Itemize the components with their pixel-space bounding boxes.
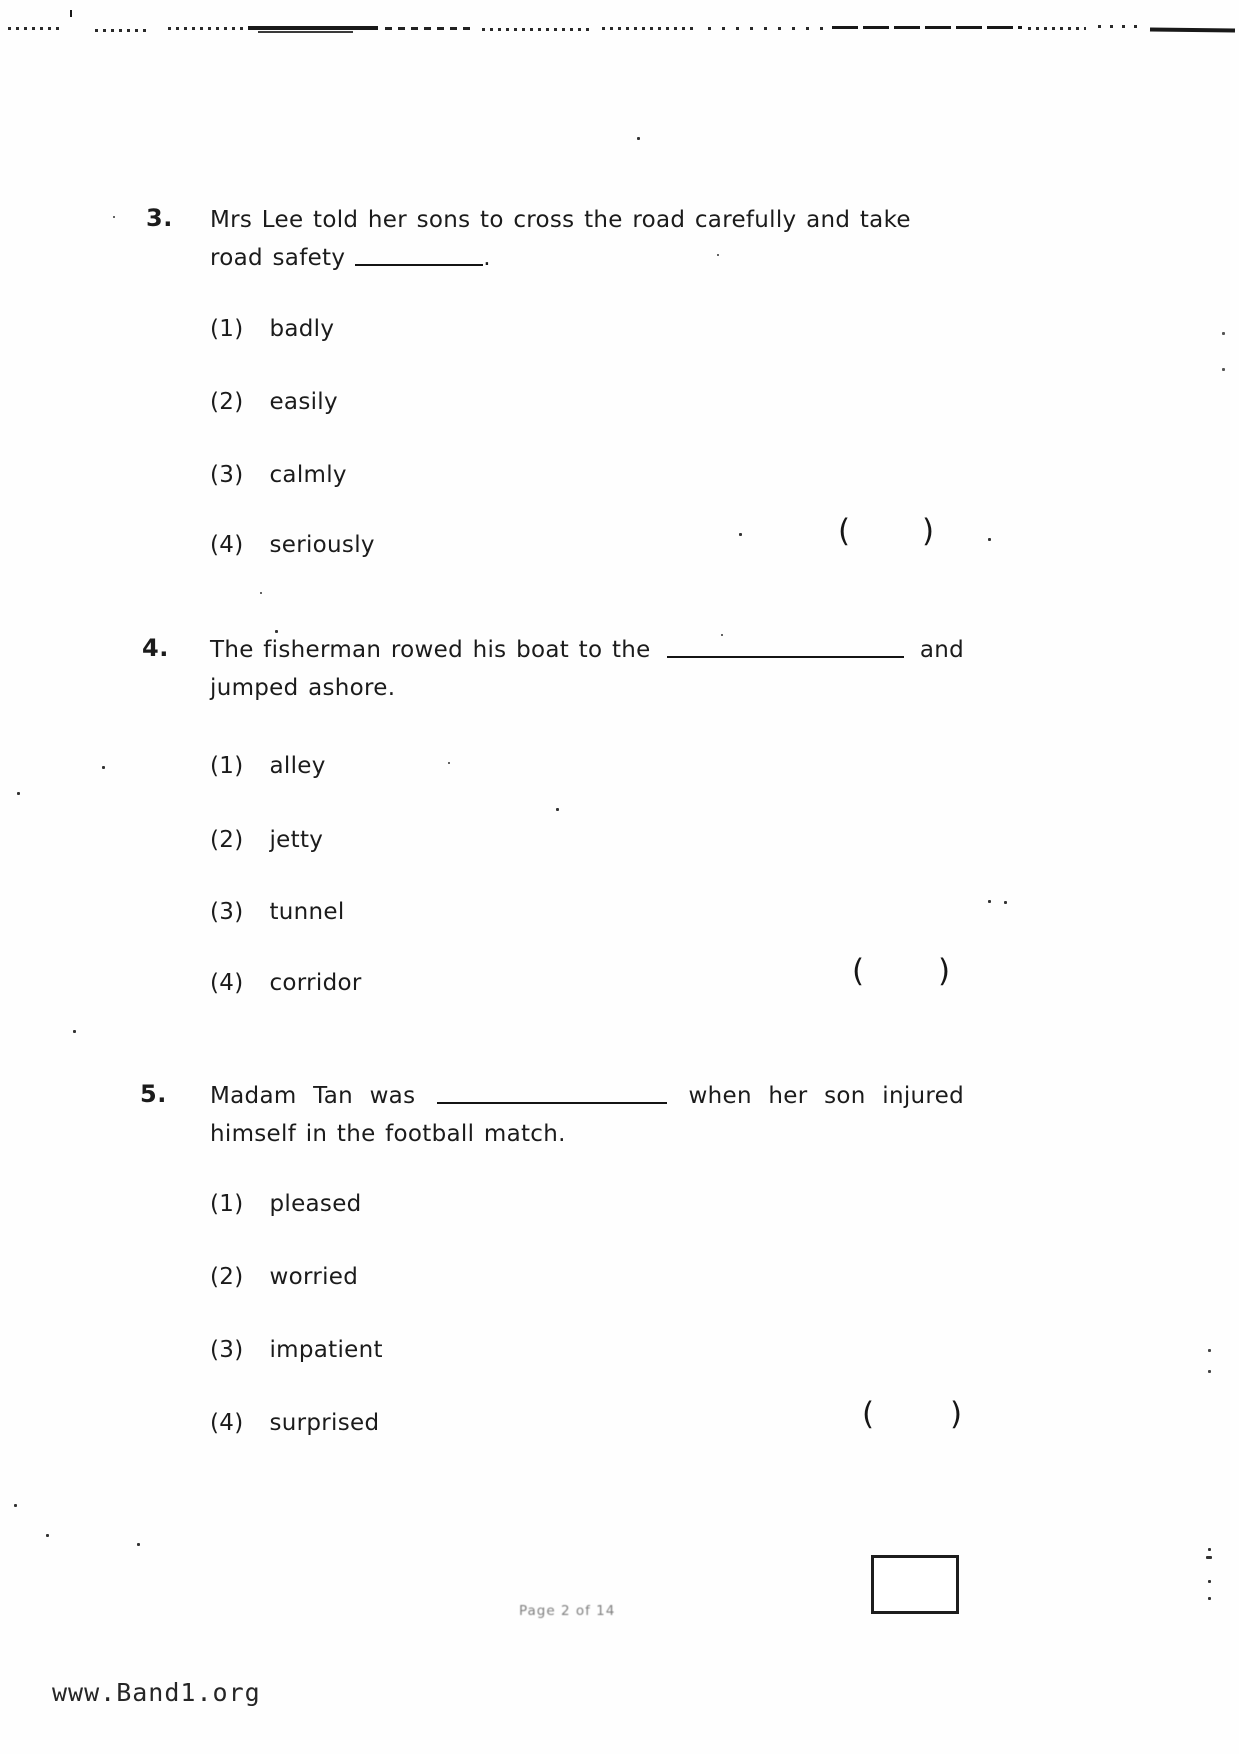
stem-text-before-blank: Madam Tan was <box>210 1083 416 1109</box>
question-stem <box>210 631 964 707</box>
option-number: (1) <box>210 1191 244 1217</box>
scan-speck <box>17 792 20 795</box>
scan-speck <box>1222 332 1225 335</box>
option-number: (2) <box>210 389 244 415</box>
scan-artifact <box>1098 25 1143 28</box>
question-number: 3. <box>146 204 173 232</box>
option-number: (3) <box>210 462 244 488</box>
option-label: seriously <box>269 532 375 558</box>
option-row <box>210 316 334 342</box>
option-number: (1) <box>210 753 244 779</box>
page-number: Page 2 of 14 <box>519 1603 616 1619</box>
scan-speck <box>556 808 559 811</box>
option-row <box>210 970 362 996</box>
scan-artifact <box>482 28 592 31</box>
scan-speck <box>1208 1370 1211 1373</box>
option-label: tunnel <box>269 899 345 925</box>
option-row <box>210 1337 383 1363</box>
scan-speck <box>739 533 742 536</box>
stem-line-2 <box>210 239 964 277</box>
option-row <box>210 753 326 779</box>
option-row <box>210 899 345 925</box>
question-number: 4. <box>142 634 169 662</box>
stem-text-before-blank: The fisherman rowed his boat to the <box>210 637 651 663</box>
scan-artifact <box>70 10 72 17</box>
score-box <box>871 1555 959 1614</box>
option-label: corridor <box>269 970 362 996</box>
answer-paren-open: ( <box>838 513 851 549</box>
scan-speck <box>260 592 262 594</box>
scan-artifact <box>708 27 823 30</box>
option-row <box>210 1264 358 1290</box>
scan-speck <box>102 766 105 769</box>
scan-speck <box>1208 1580 1211 1583</box>
scan-artifact <box>385 27 470 30</box>
stem-text-after-blank: . <box>483 245 491 271</box>
answer-paren-close: ) <box>938 953 951 989</box>
stem-text-after-blank: and <box>919 637 964 663</box>
option-label: surprised <box>269 1410 380 1436</box>
option-number: (3) <box>210 899 244 925</box>
scan-artifact <box>248 26 378 30</box>
scan-speck <box>721 634 723 636</box>
scan-artifact <box>1028 27 1086 30</box>
option-label: easily <box>269 389 338 415</box>
scan-speck <box>275 630 278 633</box>
stem-line-1 <box>210 631 964 669</box>
option-label: worried <box>269 1264 359 1290</box>
question-number: 5. <box>140 1080 167 1108</box>
option-number: (2) <box>210 1264 244 1290</box>
option-label: calmly <box>269 462 347 488</box>
option-label: pleased <box>269 1191 362 1217</box>
scan-speck <box>137 1543 140 1546</box>
stem-line-1: Mrs Lee told her sons to cross the road carefully and take <box>210 207 911 233</box>
scan-artifact <box>8 27 63 30</box>
option-row <box>210 532 375 558</box>
option-row <box>210 462 347 488</box>
scan-speck <box>1208 1548 1211 1551</box>
stem-text-before-blank: road safety <box>210 245 346 271</box>
scan-speck <box>1222 368 1225 371</box>
question-stem <box>210 1077 964 1153</box>
option-row <box>210 389 338 415</box>
stem-line-1 <box>210 1077 964 1115</box>
scan-artifact <box>1150 28 1235 33</box>
option-row <box>210 1191 362 1217</box>
scan-speck <box>637 137 640 140</box>
option-number: (2) <box>210 827 244 853</box>
scan-speck <box>113 216 115 218</box>
stem-text-after-blank: when her son injured <box>688 1083 964 1109</box>
scan-speck <box>14 1504 17 1507</box>
question-stem <box>210 201 964 277</box>
option-label: alley <box>269 753 326 779</box>
scan-speck <box>46 1534 49 1537</box>
scan-speck <box>1206 1556 1212 1559</box>
option-number: (4) <box>210 532 244 558</box>
blank-underline <box>355 258 483 266</box>
option-label: jetty <box>269 827 324 853</box>
option-label: badly <box>269 316 335 342</box>
answer-paren-open: ( <box>852 953 865 989</box>
scan-speck <box>717 254 719 256</box>
answer-paren-close: ) <box>950 1396 963 1432</box>
scan-speck <box>1208 1349 1211 1352</box>
option-number: (4) <box>210 1410 244 1436</box>
watermark: www.Band1.org <box>52 1678 261 1707</box>
blank-underline <box>437 1096 666 1104</box>
scan-speck <box>1004 901 1007 904</box>
scan-speck <box>448 762 450 764</box>
scan-speck <box>73 1030 76 1033</box>
scan-speck <box>988 900 991 903</box>
scan-artifact <box>602 27 697 30</box>
option-row <box>210 1410 379 1436</box>
scan-speck <box>1208 1597 1211 1600</box>
scan-artifact <box>168 27 243 30</box>
stem-line-2: jumped ashore. <box>210 675 396 701</box>
answer-paren-close: ) <box>922 513 935 549</box>
stem-line-2: himself in the football match. <box>210 1121 566 1147</box>
option-row <box>210 827 323 853</box>
answer-paren-open: ( <box>862 1396 875 1432</box>
scan-artifact <box>832 26 1022 29</box>
scan-artifact <box>95 29 150 32</box>
option-number: (4) <box>210 970 244 996</box>
option-number: (3) <box>210 1337 244 1363</box>
option-label: impatient <box>269 1337 383 1363</box>
scan-artifact <box>258 31 353 33</box>
blank-underline <box>667 650 904 658</box>
scan-speck <box>988 538 991 541</box>
option-number: (1) <box>210 316 244 342</box>
